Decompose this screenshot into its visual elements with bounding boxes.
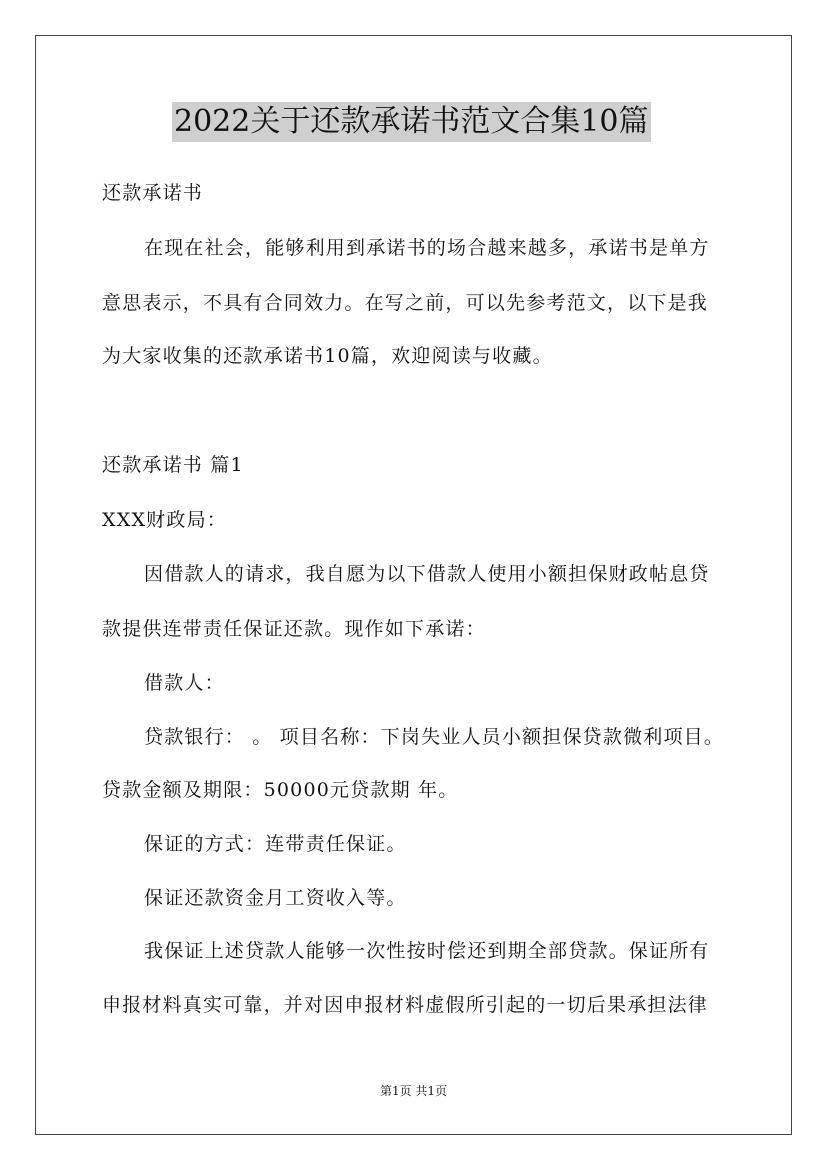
intro-heading: 还款承诺书 bbox=[102, 182, 204, 204]
intro-line-2: 意思表示，不具有合同效力。在写之前，可以先参考范文，以下是我 bbox=[102, 292, 709, 314]
intro-line-3: 为大家收集的还款承诺书10篇，欢迎阅读与收藏。 bbox=[102, 345, 553, 367]
body-line-2: 款提供连带责任保证还款。现作如下承诺： bbox=[102, 618, 486, 640]
body-line-9: 申报材料真实可靠，并对因申报材料虚假所引起的一切后果承担法律 bbox=[102, 994, 709, 1016]
body-line-8: 我保证上述贷款人能够一次性按时偿还到期全部贷款。保证所有 bbox=[144, 940, 710, 962]
body-line-3: 借款人： bbox=[144, 672, 225, 694]
body-line-7: 保证还款资金月工资收入等。 bbox=[144, 887, 407, 909]
intro-line-1: 在现在社会，能够利用到承诺书的场合越来越多，承诺书是单方 bbox=[144, 237, 710, 259]
body-line-1: 因借款人的请求，我自愿为以下借款人使用小额担保财政帖息贷 bbox=[144, 563, 710, 585]
page-number: 第1页 共1页 bbox=[379, 1084, 448, 1098]
body-line-6: 保证的方式：连带责任保证。 bbox=[144, 833, 407, 855]
document-title: 2022关于还款承诺书范文合集10篇 bbox=[172, 102, 651, 142]
salutation: XXX财政局： bbox=[102, 509, 227, 531]
body-line-4: 贷款银行： 。 项目名称：下岗失业人员小额担保贷款微利项目。 bbox=[144, 726, 725, 748]
body-line-5: 贷款金额及期限：50000元贷款期 年。 bbox=[102, 779, 459, 801]
section-heading: 还款承诺书 篇1 bbox=[102, 454, 244, 476]
